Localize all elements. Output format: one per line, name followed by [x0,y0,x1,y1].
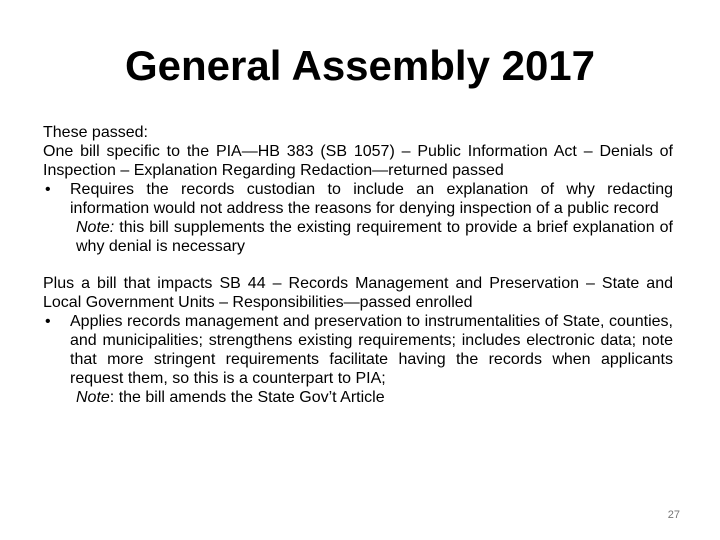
bill2-note-label: Note [76,389,110,406]
page-number: 27 [667,509,680,521]
bill2-paragraph: Plus a bill that impacts SB 44 – Records Management and Preservation – State and Local Government Units – Responsibilities—passed enrolled [43,275,673,311]
bill2-bullet [43,312,673,388]
bullet-icon: • [45,313,51,330]
bill1-note-label: Note: [76,219,115,236]
slide-body [43,123,673,407]
bill1-bullet [43,180,673,218]
bill1-paragraph: One bill specific to the PIA—HB 383 (SB 1057) – Public Information Act – Denials of Inspection – Explanation Regarding Redaction—returned passed [43,143,673,179]
bullet-icon: • [45,181,51,198]
bill1-note [43,218,673,256]
slide-title: General Assembly 2017 [124,42,596,89]
intro-text: These passed: [43,124,148,141]
bill1-bullet-text: Requires the records custodian to include an explanation of why redacting information would not address the reasons for denying inspection of a public record [70,181,673,217]
bill2-note [43,388,673,407]
bill2-bullet-text: Applies records management and preservation to instrumentalities of State, counties, and municipalities; strengthens existing requirements; includes electronic data; note that more stringent requirements facilitate having the records when applicants request them, so this is a counterpart to PIA; [70,313,673,387]
bill1-note-text: this bill supplements the existing requirement to provide a brief explanation of why denial is necessary [76,219,673,255]
bill2-note-text: : the bill amends the State Gov’t Article [109,389,385,406]
